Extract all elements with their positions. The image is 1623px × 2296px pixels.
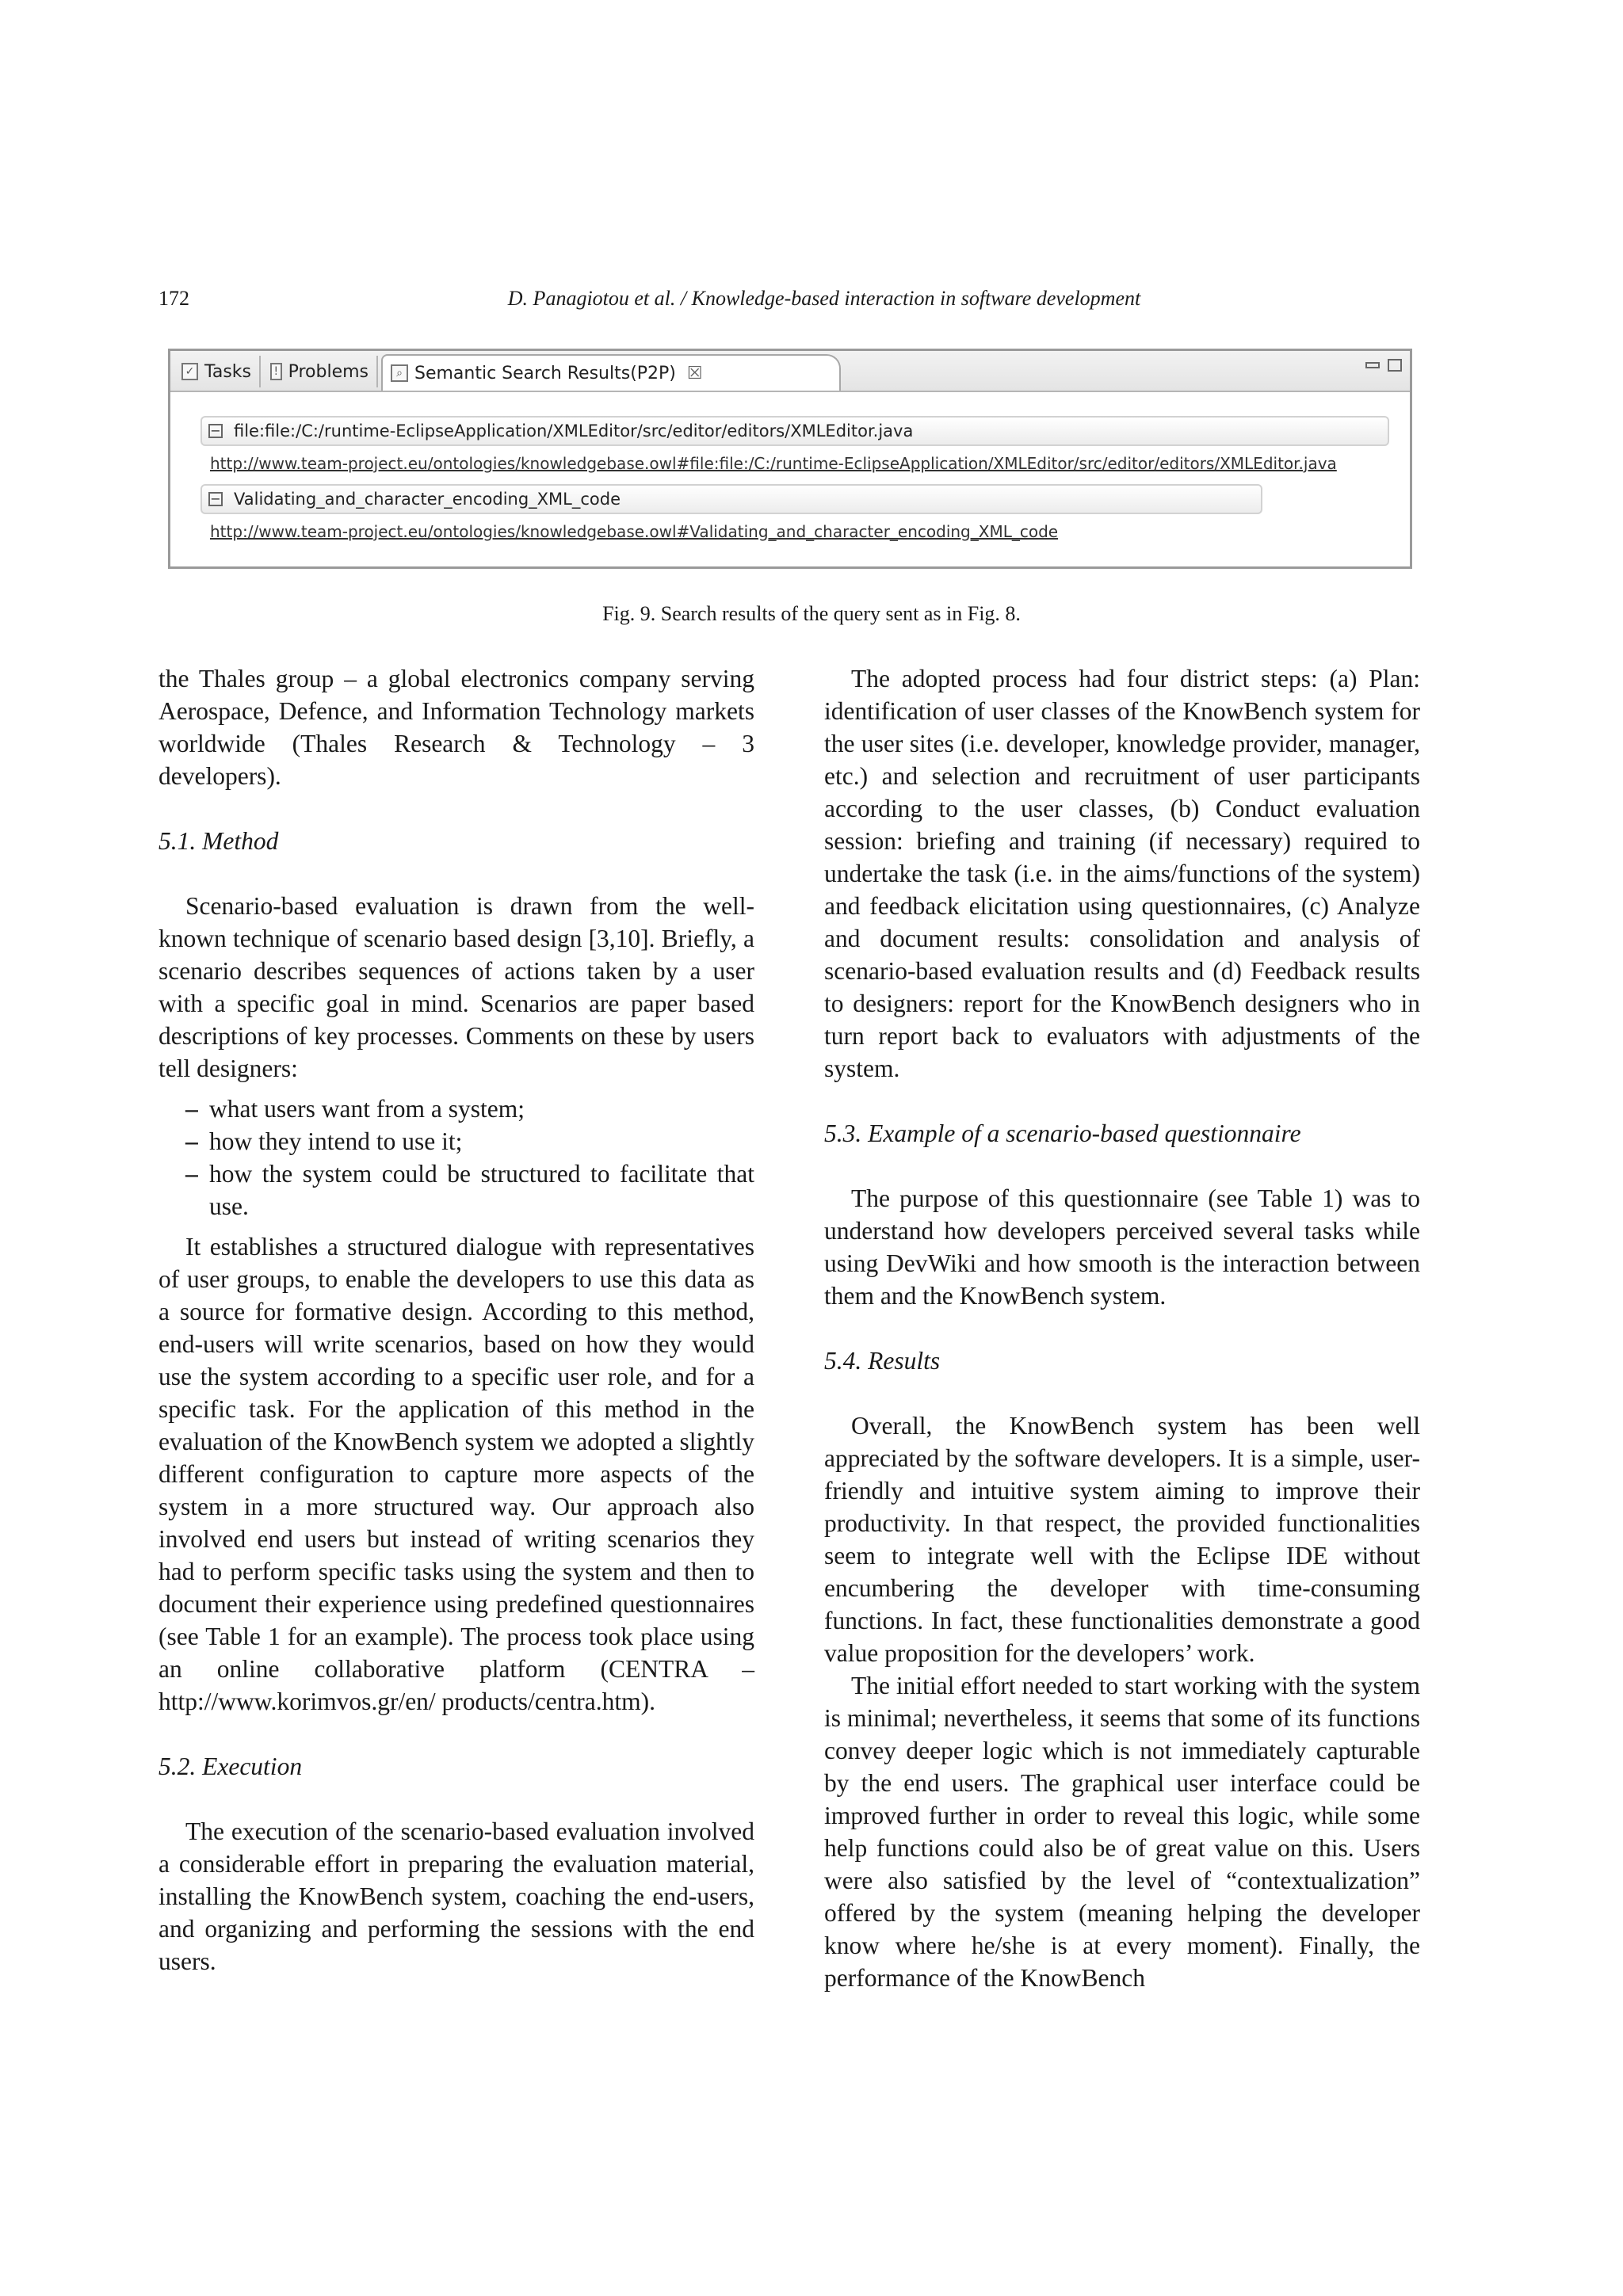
list-item [158,1158,754,1222]
result-title: Validating_and_character_encoding_XML_code [234,490,621,509]
result-title: file:file:/C:/runtime-EclipseApplication/XMLEditor/src/editor/editors/XMLEditor.java [234,421,914,441]
section-heading-results: 5.4. Results [824,1347,941,1375]
paragraph: The execution of the scenario-based evaluation involved a considerable effort in preparing the evaluation material, installing the KnowBench system, coaching the end-users, and organizing and performing the sessions with the end users. [158,1817,754,1975]
result-link[interactable]: http://www.team-project.eu/ontologies/knowledgebase.owl#Validating_and_character_encoding_XML_code [210,522,1059,541]
paragraph: The purpose of this questionnaire (see Table 1) was to understand how developers perceived several tasks while using DevWiki and how smooth is the interaction between them and the KnowBench system. [824,1184,1420,1310]
close-icon[interactable]: ☒ [686,363,703,383]
tab-semantic-search-results[interactable] [381,354,841,391]
list-item [158,1093,754,1125]
figure-caption: Fig. 9. Search results of the query sent as in Fig. 8. [602,602,1021,625]
problems-icon: ! [270,363,282,380]
eclipse-search-results-view [168,349,1412,569]
left-column [158,662,754,1978]
dash-marker: – [185,1160,198,1188]
section-heading-example: 5.3. Example of a scenario-based questionnaire [824,1119,1301,1147]
result-link[interactable]: http://www.team-project.eu/ontologies/knowledgebase.owl#file:file:/C:/runtime-EclipseApplication/XMLEditor/src/editor/editors/XMLEditor.java [210,454,1337,473]
paragraph: The adopted process had four district steps: (a) Plan: identification of user classes of the KnowBench system for the user sites (i.e. developer, knowledge provider, manager, etc.) and selection and recruitment of user participants according to the user classes, (b) Conduct evaluation session: briefing and training (if necessary) required to undertake the task (i.e. in the aims/functions of the system) and feedback elicitation using questionnaires, (c) Analyze and document results: consolidation and analysis of scenario-based evaluation results and (d) Feedback results to designers: report for the KnowBench designers who in turn report back to evaluators with adjustments of the system. [824,665,1420,1082]
paragraph: Overall, the KnowBench system has been well appreciated by the software developers. It is a simple, user-friendly and intuitive system aiming to improve their productivity. In that respect, the provided functionalities seem to integrate well with the Eclipse IDE without encumbering the developer with time-consuming functions. In fact, these functionalities demonstrate a good value proposition for the developers’ work. [824,1412,1420,1667]
paragraph: The initial effort needed to start working with the system is minimal; nevertheless, it seems that some of its functions convey deeper logic which is not immediately capturable by the end users. The graphical user interface could be improved further in order to reveal this logic, while some help functions could also be of great value on this. Users were also satisfied by the level of “contextualization” offered by the system (meaning helping the developer know where he/she is at every moment). Finally, the performance of the KnowBench [824,1672,1420,1992]
running-title: D. Panagiotou et al. / Knowledge-based interaction in software development [507,287,1141,310]
collapse-icon[interactable]: − [208,424,223,438]
bullet-list [158,1093,754,1222]
tab-label: Problems [288,361,369,382]
collapse-icon[interactable]: − [208,492,223,506]
section-heading-execution: 5.2. Execution [158,1753,303,1780]
dash-marker: – [185,1127,198,1155]
tab-label: Tasks [204,361,251,382]
search-results-icon: ⌕ [391,364,408,382]
section-heading-method: 5.1. Method [158,827,279,855]
view-tab-bar [170,351,1410,392]
minimize-icon[interactable] [1365,362,1380,368]
tab-problems[interactable] [262,356,378,387]
tab-tasks[interactable] [174,356,261,387]
paragraph: the Thales group – a global electronics company serving Aerospace, Defence, and Information Technology markets worldwide (Thales Research & Technology – 3 developers). [158,665,754,790]
list-item-text: how the system could be structured to facilitate that use. [209,1160,754,1220]
tasks-icon: ✓ [181,363,198,380]
result-node[interactable] [200,416,1389,446]
list-item [158,1125,754,1158]
right-column [824,662,1420,1994]
list-item-text: how they intend to use it; [209,1127,463,1155]
dash-marker: – [185,1095,198,1123]
paragraph: It establishes a structured dialogue with representatives of user groups, to enable the developers to use this data as a source for formative design. According to this method, end-users will write scenarios, based on how they would use the system according to a specific user role, and for a specific task. For the application of this method in the evaluation of the KnowBench system we adopted a slightly different configuration to capture more aspects of the system in a more structured way. Our approach also involved end users but instead of writing scenarios they had to perform specific tasks using the system and then to document their experience using predefined questionnaires (see Table 1 for an example). The process took place using an online collaborative platform (CENTRA – http://www.korimvos.gr/en/ products/centra.htm). [158,1233,754,1715]
paragraph: Scenario-based evaluation is drawn from the well-known technique of scenario based design [3,10]. Briefly, a scenario describes sequences of actions taken by a user with a specific goal in mind. Scenarios are paper based descriptions of key processes. Comments on these by users tell designers: [158,892,754,1082]
window-controls [1365,359,1402,372]
maximize-icon[interactable] [1388,359,1402,372]
page-number: 172 [158,287,189,310]
result-node[interactable] [200,484,1262,514]
page-header [158,287,1426,318]
list-item-text: what users want from a system; [209,1095,525,1123]
tab-label: Semantic Search Results(P2P) [414,363,676,383]
